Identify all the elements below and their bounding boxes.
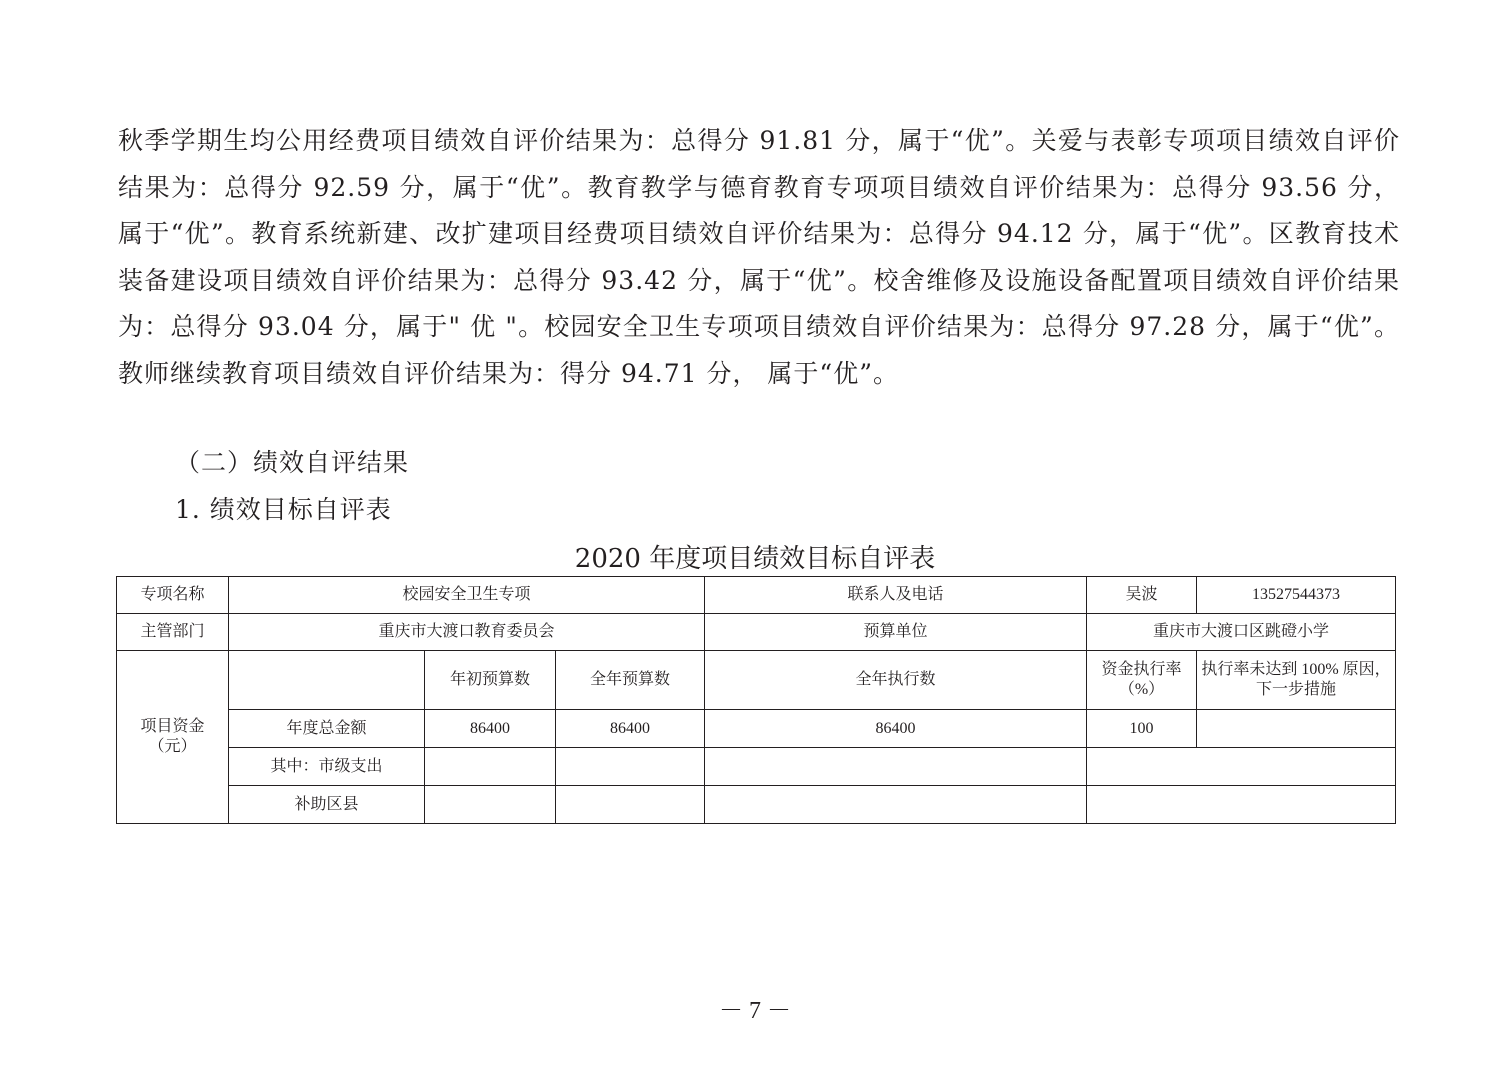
total-annual-budget: 86400: [556, 710, 705, 748]
empty-cell: [425, 786, 556, 824]
total-execution-rate: 100: [1087, 710, 1197, 748]
empty-cell: [425, 748, 556, 786]
header-annual-budget: 全年预算数: [556, 651, 705, 710]
contact-phone: 13527544373: [1197, 577, 1396, 614]
department-value: 重庆市大渡口教育委员会: [229, 614, 705, 651]
table-title: 2020 年度项目绩效目标自评表: [574, 544, 936, 574]
contact-label: 联系人及电话: [705, 577, 1087, 614]
project-name-label: 专项名称: [117, 577, 229, 614]
header-reason: 执行率未达到 100% 原因，下一步措施: [1197, 651, 1396, 710]
total-amount-label: 年度总金额: [229, 710, 425, 748]
table-row: [117, 710, 1396, 748]
empty-cell: [1087, 748, 1396, 786]
subsection-heading: 1. 绩效目标自评表: [175, 495, 392, 524]
page-number: － 7 －: [719, 998, 791, 1024]
evaluation-table: [116, 576, 1396, 824]
budget-unit-value: 重庆市大渡口区跳磴小学: [1087, 614, 1396, 651]
contact-name: 吴波: [1087, 577, 1197, 614]
table-row: [117, 748, 1396, 786]
header-execution-rate: 资金执行率（%）: [1087, 651, 1197, 710]
table-row: [117, 614, 1396, 651]
table-row: [117, 786, 1396, 824]
municipal-expenditure-label: 其中：市级支出: [229, 748, 425, 786]
empty-cell: [1087, 786, 1396, 824]
header-initial-budget: 年初预算数: [425, 651, 556, 710]
section-heading: （二）绩效自评结果: [175, 448, 410, 477]
table-row: [117, 651, 1396, 710]
empty-cell: [705, 786, 1087, 824]
project-name-value: 校园安全卫生专项: [229, 577, 705, 614]
empty-cell: [705, 748, 1087, 786]
empty-cell: [556, 786, 705, 824]
district-subsidy-label: 补助区县: [229, 786, 425, 824]
empty-cell: [556, 748, 705, 786]
funds-label: 项目资金（元）: [117, 651, 229, 824]
department-label: 主管部门: [117, 614, 229, 651]
table-row: [117, 577, 1396, 614]
header-annual-execution: 全年执行数: [705, 651, 1087, 710]
budget-unit-label: 预算单位: [705, 614, 1087, 651]
total-initial-budget: 86400: [425, 710, 556, 748]
total-reason: [1197, 710, 1396, 748]
total-annual-execution: 86400: [705, 710, 1087, 748]
empty-cell: [229, 651, 425, 710]
body-paragraph: 秋季学期生均公用经费项目绩效自评价结果为：总得分 91.81 分，属于“优”。关爱与表彰专项项目绩效自评价结果为：总得分 92.59 分，属于“优”。教育教学与德育教育专项项目绩效自评价结果为：总得分 93.56 分，属于“优”。教育系统新建、改扩建项目经费项目绩效自评价结果为：总得分 94.12 分，属于“优”。区教育技术装备建设项目绩效自评价结果为：总得分 93.42 分，属于“优”。校舍维修及设施设备配置项目绩效自评价结果为：总得分 93.04 分，属于" 优 "。校园安全卫生专项项目绩效自评价结果为：总得分 97.28 分，属于“优”。教师继续教育项目绩效自评价结果为：得分 94.71 分， 属于“优”。: [118, 126, 1400, 388]
